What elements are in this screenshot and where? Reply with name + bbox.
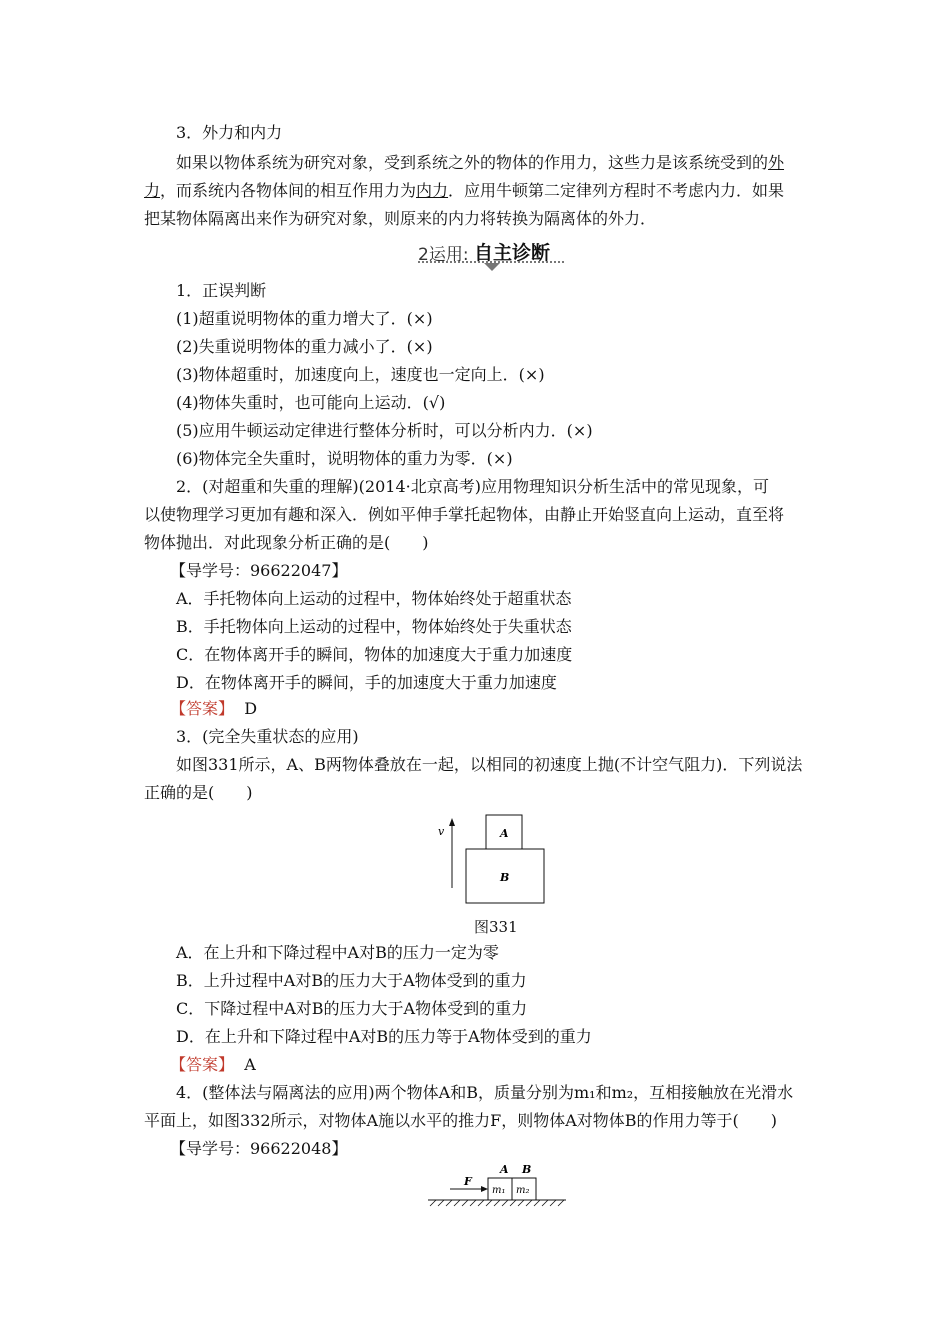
answer-line [170, 698, 257, 720]
banner-arrow-icon [484, 263, 500, 271]
underlined-term: 外 [768, 153, 785, 172]
judgement-item: (2)失重说明物体的重力减小了．(×) [176, 337, 433, 356]
answer-value: D [244, 699, 258, 718]
block-a-label: A [500, 827, 509, 840]
judgement-item: (6)物体完全失重时，说明物体的重力为零．(×) [176, 449, 513, 468]
judgement-item: (4)物体失重时，也可能向上运动．(√) [176, 393, 446, 412]
paragraph-text: ．应用牛顿第二定律列方程时不考虑内力．如果 [448, 181, 785, 200]
paragraph-line [176, 152, 784, 174]
arrowhead-icon [481, 1186, 488, 1192]
question-stem: 如图331所示，A、B两物体叠放在一起，以相同的初速度上抛(不计空气阻力)．下列说法 [176, 755, 803, 774]
answer-label: 【答案】 [170, 1055, 235, 1074]
figure-332 [420, 1160, 570, 1210]
paragraph-line: 把某物体隔离出来作为研究对象，则原来的内力将转换为隔离体的外力． [144, 209, 657, 228]
option-a: A．手托物体向上运动的过程中，物体始终处于超重状态 [176, 589, 572, 608]
arrowhead-icon [449, 818, 455, 826]
answer-line [170, 1054, 256, 1076]
option-b: B．手托物体向上运动的过程中，物体始终处于失重状态 [176, 617, 572, 636]
answer-label: 【答案】 [170, 699, 235, 718]
banner-prefix: 2运用: [418, 245, 469, 265]
velocity-label: v [438, 825, 445, 838]
guide-code: 【导学号：96622047】 [170, 561, 348, 580]
block-b-label: B [500, 871, 510, 884]
option-d: D．在物体离开手的瞬间，手的加速度大于重力加速度 [176, 673, 557, 692]
question-stem: 以使物理学习更加有趣和深入．例如平伸手掌托起物体，由静止开始竖直向上运动，直至将 [144, 505, 785, 524]
label-b: B [522, 1163, 532, 1176]
question-stem: 3．(完全失重状态的应用) [176, 727, 359, 746]
question-stem: 4．(整体法与隔离法的应用)两个物体A和B，质量分别为m₁和m₂，互相接触放在光滑水 [176, 1083, 794, 1102]
underlined-term: 内力 [416, 181, 449, 200]
section-title: 3．外力和内力 [176, 123, 283, 142]
question-stem: 正确的是( ) [144, 783, 253, 802]
mass-m1-label: m₁ [492, 1185, 506, 1196]
underlined-term: 力 [144, 181, 161, 200]
question-stem: 2．(对超重和失重的理解)(2014·北京高考)应用物理知识分析生活中的常见现象，可 [176, 477, 769, 496]
paragraph-text: 如果以物体系统为研究对象，受到系统之外的物体的作用力，这些力是该系统受到的 [176, 153, 769, 172]
option-a: A．在上升和下降过程中A对B的压力一定为零 [176, 943, 499, 962]
option-d: D．在上升和下降过程中A对B的压力等于A物体受到的重力 [176, 1027, 592, 1046]
mass-m2-label: m₂ [516, 1185, 530, 1196]
force-label: F [464, 1175, 472, 1188]
option-b: B．上升过程中A对B的压力大于A物体受到的重力 [176, 971, 527, 990]
ground-hatching [430, 1200, 564, 1206]
question-stem: 物体抛出．对此现象分析正确的是( ) [144, 533, 429, 552]
banner-title: 自主诊断 [474, 242, 551, 264]
figure-caption: 图331 [474, 918, 518, 936]
option-c: C．下降过程中A对B的压力大于A物体受到的重力 [176, 999, 528, 1018]
guide-code: 【导学号：96622048】 [170, 1139, 348, 1158]
judgement-item: (1)超重说明物体的重力增大了．(×) [176, 309, 433, 328]
figure-331 [430, 810, 560, 910]
option-c: C．在物体离开手的瞬间，物体的加速度大于重力加速度 [176, 645, 573, 664]
section-banner [418, 236, 566, 272]
answer-value: A [244, 1055, 256, 1074]
paragraph-text: ，而系统内各物体间的相互作用力为 [160, 181, 417, 200]
judgement-item: (5)应用牛顿运动定律进行整体分析时，可以分析内力．(×) [176, 421, 593, 440]
question-stem: 平面上，如图332所示，对物体A施以水平的推力F，则物体A对物体B的作用力等于( ) [144, 1111, 777, 1130]
label-a: A [500, 1163, 509, 1176]
paragraph-line [144, 180, 784, 202]
question-title: 1．正误判断 [176, 281, 267, 300]
judgement-item: (3)物体超重时，加速度向上，速度也一定向上．(×) [176, 365, 545, 384]
